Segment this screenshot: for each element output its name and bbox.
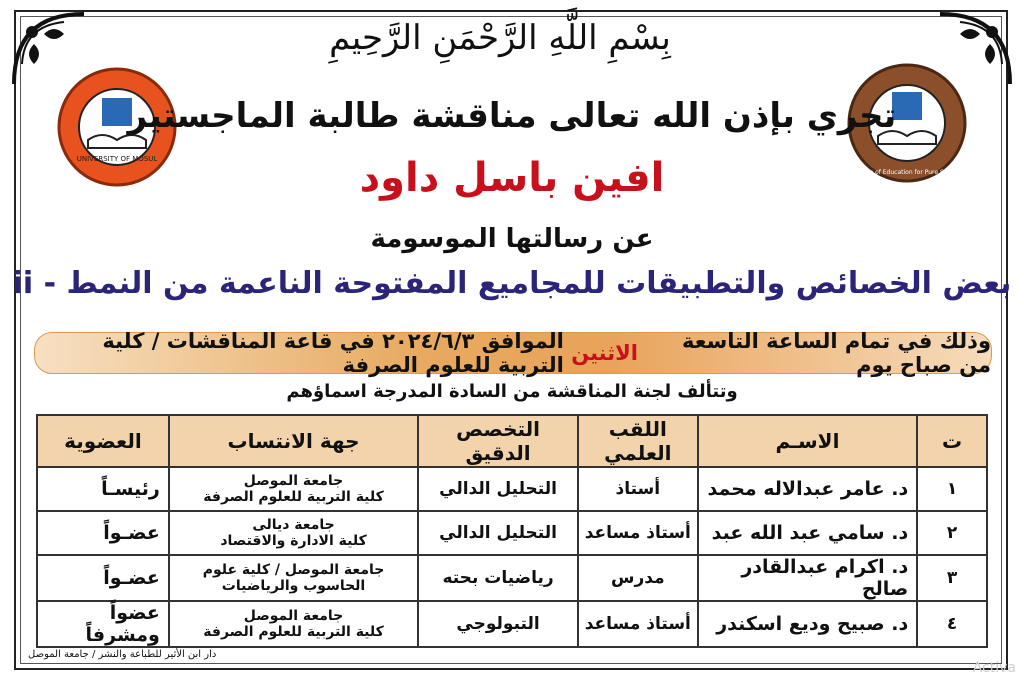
member-name: د. اكرام عبدالقادر صالح <box>698 555 918 601</box>
table-row <box>37 511 987 555</box>
table-row <box>37 555 987 601</box>
printer-footer: دار ابن الأثير للطباعة والنشر / جامعة الموصل <box>28 649 217 660</box>
member-affiliation <box>169 467 418 511</box>
affiliation-line1: جامعة الموصل <box>243 608 344 624</box>
member-specialty: التحليل الدالي <box>418 511 578 555</box>
header-title: اللقب العلمي <box>578 415 698 467</box>
affiliation-line2: كلية الادارة والاقتصاد <box>220 533 367 549</box>
schedule-part1: وذلك في تمام الساعة التاسعة من صباح يوم <box>682 329 991 377</box>
member-role: رئيسـاً <box>37 467 169 511</box>
member-affiliation <box>169 555 418 601</box>
header-name: الاسـم <box>698 415 918 467</box>
member-name: د. عامر عبدالاله محمد <box>698 467 918 511</box>
table-row <box>37 601 987 647</box>
table-header-row <box>37 415 987 467</box>
header-membership: العضوية <box>37 415 169 467</box>
announcement-heading: تجري بإذن الله تعالى مناقشة طالبة الماجستير <box>127 96 897 136</box>
member-title: أستاذ مساعد <box>578 601 698 647</box>
member-name: د. صبيح وديع اسكندر <box>698 601 918 647</box>
member-specialty: التبولوجي <box>418 601 578 647</box>
college-logo-text: College of Education for Pure Science <box>850 169 964 176</box>
header-affiliation: جهة الانتساب <box>169 415 418 467</box>
member-role: عضواً ومشرفاً <box>37 601 169 647</box>
member-name: د. سامي عبد الله عبد <box>698 511 918 555</box>
header-specialty: التخصص الدقيق <box>418 415 578 467</box>
affiliation-line1: جامعة ديالى <box>252 517 335 533</box>
row-number: ٢ <box>917 511 987 555</box>
member-title: مدرس <box>578 555 698 601</box>
row-number: ٣ <box>917 555 987 601</box>
member-affiliation <box>169 601 418 647</box>
affiliation-line2: كلية التربية للعلوم الصرفة <box>203 624 384 640</box>
basmala: بِسْمِ اللَّهِ الرَّحْمَنِ الرَّحِيمِ <box>329 18 671 58</box>
university-logo-text: UNIVERSITY OF MOSUL <box>76 155 158 163</box>
table-row <box>37 467 987 511</box>
committee-table <box>36 414 988 648</box>
schedule-band <box>34 329 992 377</box>
affiliation-line1: جامعة الموصل <box>243 473 344 489</box>
row-number: ٤ <box>917 601 987 647</box>
row-number: ١ <box>917 467 987 511</box>
affiliation-line1: جامعة الموصل / كلية علوم <box>202 562 385 578</box>
thesis-intro: عن رسالتها الموسومة <box>370 224 654 254</box>
header-number: ت <box>917 415 987 467</box>
member-title: أستاذ <box>578 467 698 511</box>
watermark: Activa <box>972 660 1016 676</box>
member-specialty: رياضيات بحته <box>418 555 578 601</box>
member-affiliation <box>169 511 418 555</box>
affiliation-line2: كلية التربية للعلوم الصرفة <box>203 489 384 505</box>
thesis-title: بعض الخصائص والتطبيقات للمجاميع المفتوحة الناعمة من النمط - ii <box>12 266 1012 301</box>
member-specialty: التحليل الدالي <box>418 467 578 511</box>
member-role: عضـواً <box>37 555 169 601</box>
affiliation-line2: الحاسوب والرياضيات <box>221 578 366 594</box>
schedule-day: الاثنين <box>571 341 638 365</box>
schedule-part2: الموافق ٢٠٢٤/٦/٣ في قاعة المناقشات / كلية التربية للعلوم الصرفة <box>102 329 564 377</box>
student-name: افين باسل داود <box>359 155 665 201</box>
member-title: أستاذ مساعد <box>578 511 698 555</box>
member-role: عضـواً <box>37 511 169 555</box>
committee-intro: وتتألف لجنة المناقشة من السادة المدرجة اسماؤهم <box>286 381 738 402</box>
